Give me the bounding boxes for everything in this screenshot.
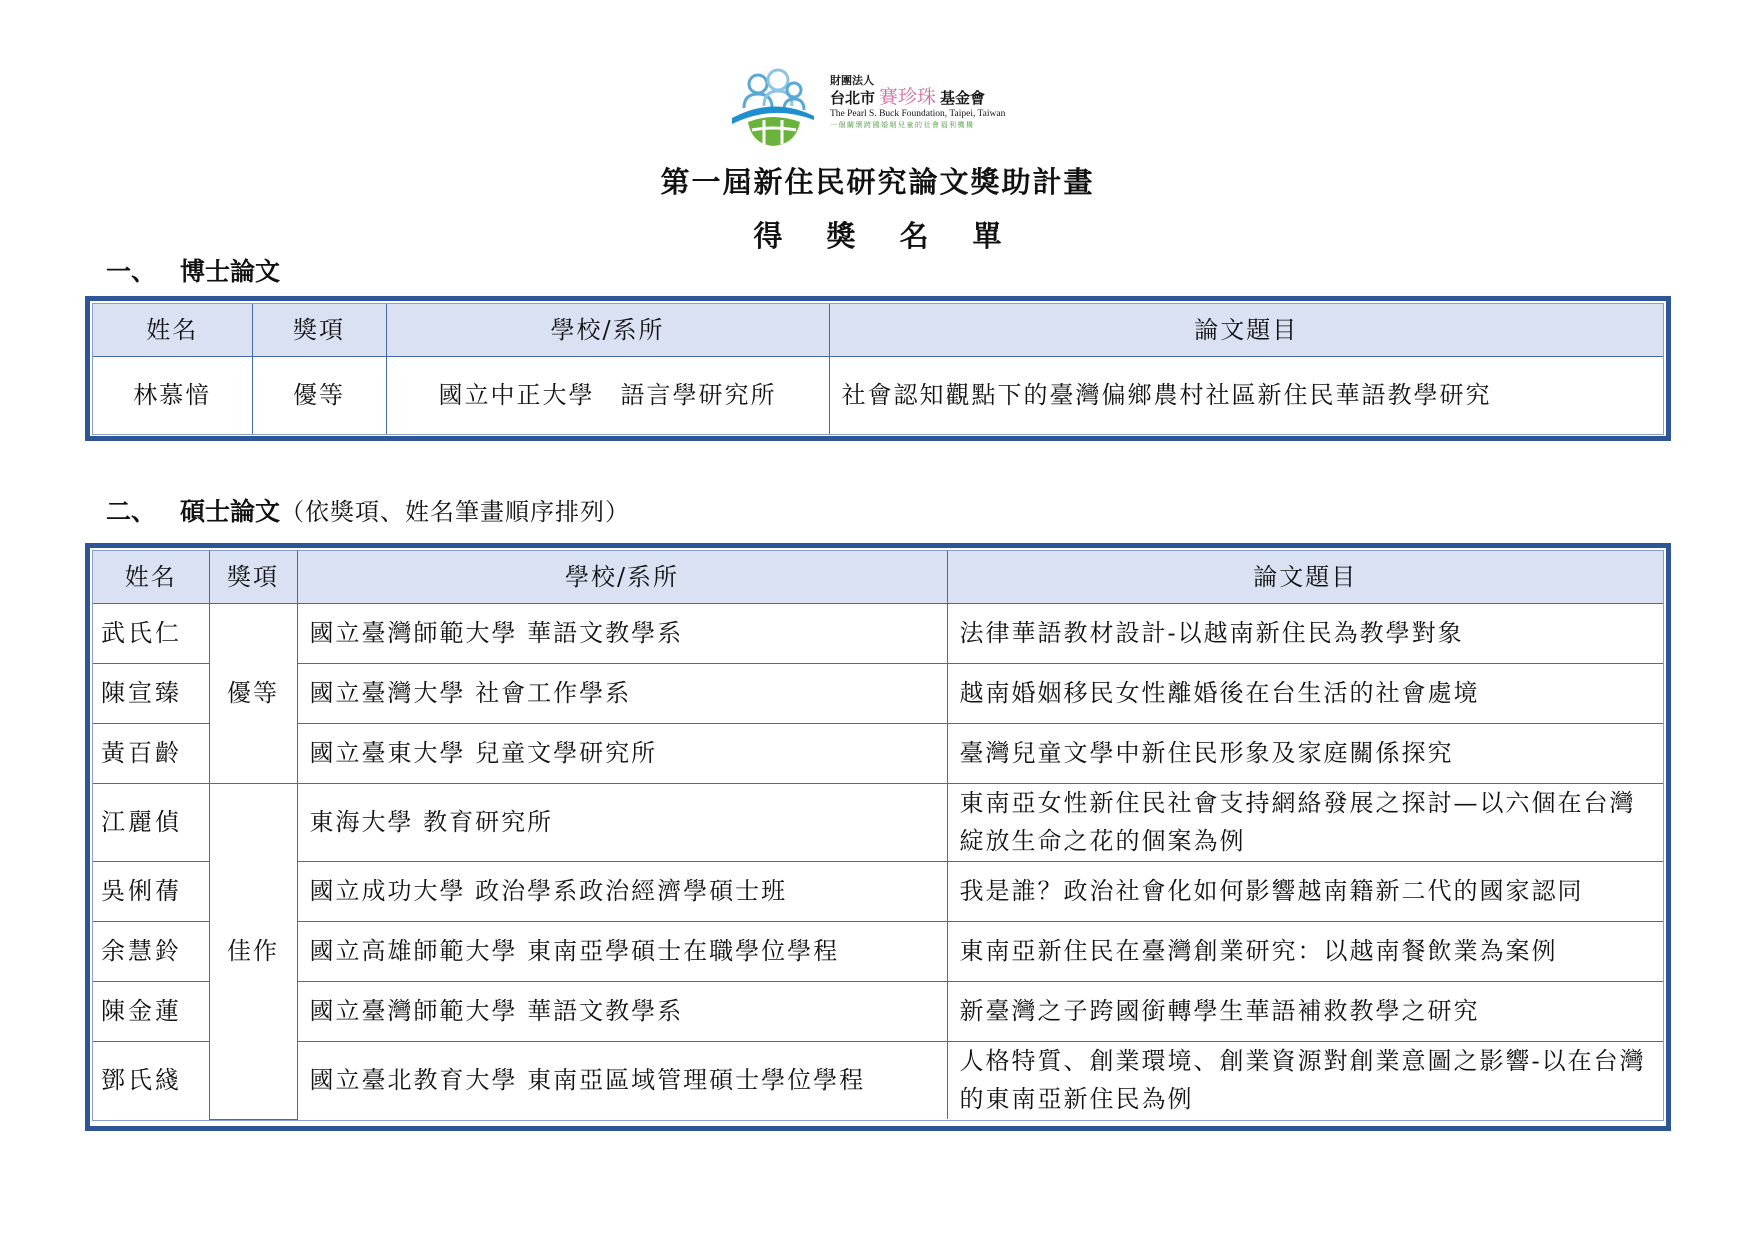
section-heading-doctoral bbox=[106, 252, 280, 288]
logo-city: 台北市 bbox=[830, 89, 876, 107]
logo-line-1: 財團法人 bbox=[830, 74, 874, 87]
doctoral-awards-table bbox=[85, 296, 1671, 441]
table-row bbox=[93, 1041, 1663, 1119]
cell-thesis: 我是誰？政治社會化如何影響越南籍新二代的國家認同 bbox=[947, 861, 1663, 921]
column-header-school: 學校/系所 bbox=[297, 551, 947, 603]
table-header-row bbox=[93, 551, 1663, 603]
cell-name: 吳俐蒨 bbox=[93, 861, 209, 921]
cell-school: 國立臺灣師範大學 華語文教學系 bbox=[297, 981, 947, 1041]
column-header-school: 學校/系所 bbox=[386, 304, 829, 356]
cell-thesis: 社會認知觀點下的臺灣偏鄉農村社區新住民華語教學研究 bbox=[829, 356, 1663, 434]
section-title: 博士論文 bbox=[180, 257, 281, 286]
logo-brand: 賽珍珠 bbox=[879, 86, 937, 108]
table-row bbox=[93, 783, 1663, 861]
cell-name: 江麗偵 bbox=[93, 783, 209, 861]
cell-name: 武氏仁 bbox=[93, 603, 209, 663]
logo-org: 基金會 bbox=[940, 89, 986, 107]
cell-school: 國立臺北教育大學 東南亞區域管理碩士學位學程 bbox=[297, 1041, 947, 1119]
cell-thesis: 法律華語教材設計-以越南新住民為教學對象 bbox=[947, 603, 1663, 663]
masters-awards-table bbox=[85, 543, 1671, 1131]
cell-school: 國立中正大學 語言學研究所 bbox=[386, 356, 829, 434]
cell-thesis: 東南亞新住民在臺灣創業研究：以越南餐飲業為案例 bbox=[947, 921, 1663, 981]
cell-thesis: 人格特質、創業環境、創業資源對創業意圖之影響-以在台灣的東南亞新住民為例 bbox=[947, 1041, 1663, 1119]
cell-thesis: 新臺灣之子跨國銜轉學生華語補救教學之研究 bbox=[947, 981, 1663, 1041]
column-header-name: 姓名 bbox=[93, 551, 209, 603]
cell-name: 鄧氏綫 bbox=[93, 1041, 209, 1119]
cell-name: 陳宣臻 bbox=[93, 663, 209, 723]
cell-thesis: 越南婚姻移民女性離婚後在台生活的社會處境 bbox=[947, 663, 1663, 723]
section-number: 一、 bbox=[106, 257, 157, 286]
logo-english-name: The Pearl S. Buck Foundation, Taipei, Taiwan bbox=[830, 109, 1006, 119]
table-row bbox=[93, 723, 1663, 783]
cell-school: 東海大學 教育研究所 bbox=[297, 783, 947, 861]
cell-thesis: 東南亞女性新住民社會支持網絡發展之探討—以六個在台灣綻放生命之花的個案為例 bbox=[947, 783, 1663, 861]
section-number: 二、 bbox=[106, 497, 157, 526]
table-row bbox=[93, 356, 1663, 434]
logo-tagline: 一個關懷跨國婚姻兒童的社會福利機構 bbox=[830, 121, 975, 129]
cell-school: 國立臺東大學 兒童文學研究所 bbox=[297, 723, 947, 783]
cell-school: 國立成功大學 政治學系政治經濟學碩士班 bbox=[297, 861, 947, 921]
table-row bbox=[93, 663, 1663, 723]
cell-award-group-honorable: 佳作 bbox=[209, 783, 297, 1119]
table-row bbox=[93, 861, 1663, 921]
cell-name: 黃百齡 bbox=[93, 723, 209, 783]
cell-thesis: 臺灣兒童文學中新住民形象及家庭關係探究 bbox=[947, 723, 1663, 783]
cell-award: 優等 bbox=[252, 356, 386, 434]
cell-school: 國立臺灣大學 社會工作學系 bbox=[297, 663, 947, 723]
column-header-name: 姓名 bbox=[93, 304, 252, 356]
table-row bbox=[93, 921, 1663, 981]
column-header-thesis: 論文題目 bbox=[829, 304, 1663, 356]
column-header-award: 獎項 bbox=[252, 304, 386, 356]
cell-name: 陳金蓮 bbox=[93, 981, 209, 1041]
cell-name: 余慧鈴 bbox=[93, 921, 209, 981]
section-heading-masters bbox=[106, 492, 630, 528]
document-subtitle: 得獎名單 bbox=[753, 219, 1046, 253]
document-title: 第一屆新住民研究論文獎助計畫 bbox=[660, 165, 1095, 199]
foundation-logo bbox=[730, 68, 1030, 148]
column-header-award: 獎項 bbox=[209, 551, 297, 603]
section-title: 碩士論文 bbox=[180, 497, 281, 526]
table-header-row bbox=[93, 304, 1663, 356]
cell-school: 國立高雄師範大學 東南亞學碩士在職學位學程 bbox=[297, 921, 947, 981]
cell-name: 林慕愔 bbox=[93, 356, 252, 434]
logo-text bbox=[830, 74, 1005, 130]
table-row bbox=[93, 981, 1663, 1041]
section-note: （依獎項、姓名筆畫順序排列） bbox=[280, 498, 631, 526]
cell-school: 國立臺灣師範大學 華語文教學系 bbox=[297, 603, 947, 663]
logo-line-2 bbox=[830, 87, 1005, 108]
cell-award-group-excellent: 優等 bbox=[209, 603, 297, 783]
foundation-logo-icon bbox=[730, 68, 816, 148]
column-header-thesis: 論文題目 bbox=[947, 551, 1663, 603]
table-row bbox=[93, 603, 1663, 663]
